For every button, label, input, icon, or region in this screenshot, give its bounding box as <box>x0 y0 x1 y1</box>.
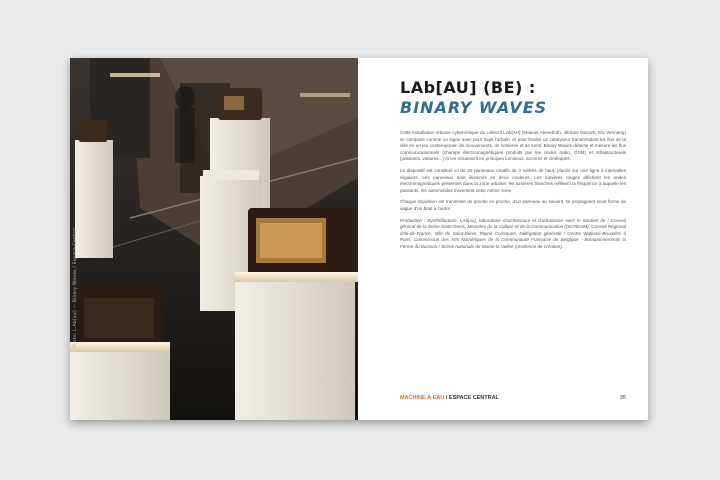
pedestal-front-left <box>70 283 170 420</box>
pedestal-front-right <box>235 208 358 420</box>
paragraph-device: Le dispositif est constitué ici de 20 panneaux rotatifs de 3 mètres de haut, placés sur une ligne à intervalles réguliers. Les panneaux sont illuminés en deux couleurs. Les lumières rouges affichent les ondes électromagnétiques présentes dans la zone urbaine, les lumières blanches reflètent la fréquence à laquelle les passants, les automobiles traversent cette même zone. <box>400 167 626 193</box>
photo-credit: Photo: L.Ab[au] — Binary Waves / Espace Central <box>73 227 78 348</box>
footer-section-accent: MACHINE À EAU <box>400 395 445 401</box>
installation-photo <box>70 58 358 420</box>
page-footer <box>400 395 626 401</box>
paragraph-impulse: Chaque impulsion est transmise de proche en proche, d'un panneau au suivant, se propageant sous forme de vague d'un bout à l'autre. <box>400 199 626 211</box>
text-page <box>358 58 648 420</box>
article-body <box>400 130 626 256</box>
book-spread <box>70 58 648 420</box>
paragraph-intro: Cette installation urbaine cybernétique du collectif LAb[AU] (Manuel Abendroth, Jérôme Decock, Els Vermang) se compose comme un signe avec pour sujet l'urbain, et pour finalité un catalyseur transcendant les flux de la ville en un jeu contemporain de mouvements, de lumières et de sons. Binary Waves détecte et mesure les flux communicationnels (champs électromagnétiques produits par les ondes radio, GSM) et infrastructurels (passants, voitures...) et les retranscrit en principes lumineux, sonores et cinétiques. <box>400 130 626 162</box>
footer-section: ESPACE CENTRAL <box>448 395 499 401</box>
footer-separator: / <box>444 395 449 401</box>
page-number: 35 <box>619 395 626 401</box>
article-subtitle: BINARY WAVES <box>400 98 548 117</box>
photo-illustration <box>70 58 358 420</box>
paragraph-credits: Production : Synthéfactorie, LAb[au], laboratoire d'architecture et d'urbanisme Avec le Soutien de : Conseil général de la Seine-Saint-Denis, Ministère de la Culture et de la Communication (DICREAM), Conseil Régional d'Ile-de-France, Ville de Saint-Denis, Plaine Commune, Délégation générale / Centre Wallonie-Bruxelles à Paris, Commission des Arts Numériques de la Communauté Française de Belgique - Bomaninnements la Ferme du Buisson / Scène nationale de Marne la Vallée (résidence de création). <box>400 217 626 249</box>
article-title: LAb[AU] (BE) : <box>400 78 536 97</box>
